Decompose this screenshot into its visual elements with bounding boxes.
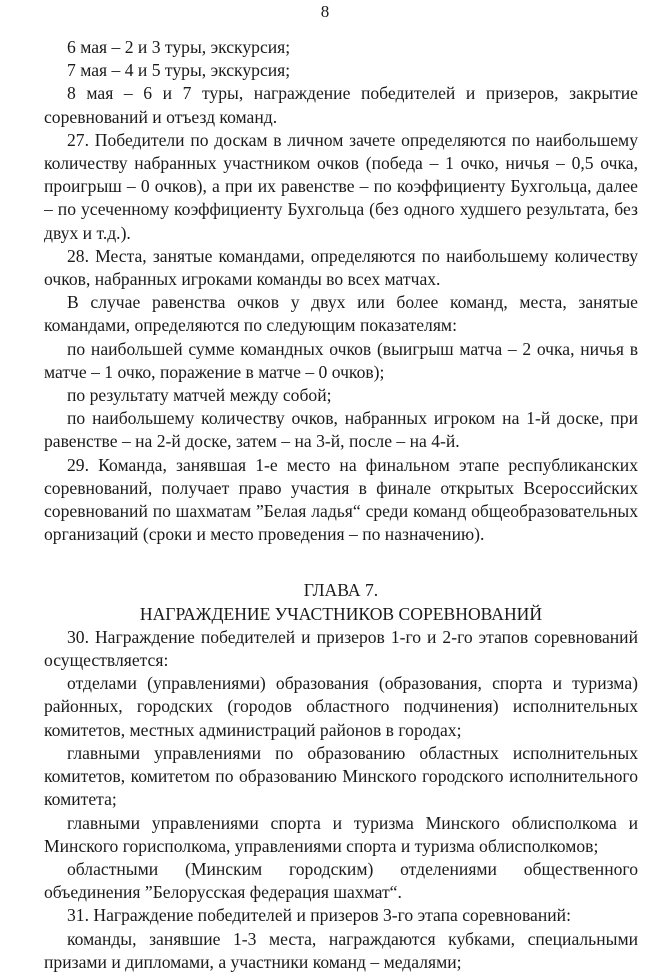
paragraph-tie-rules: В случае равенства очков у двух или более команд, места, занятые командами, определяются по следующим показателям: <box>44 292 638 336</box>
paragraph-board-points: по наибольшему количеству очков, набранных игроком на 1-й доске, при равенстве – на 2-й доске, затем – на 3-й, после – на 4-й. <box>44 408 638 452</box>
paragraph-31: 31. Награждение победителей и призеров 3-го этапа соревнований: <box>67 905 571 926</box>
paragraph-29: 29. Команда, занявшая 1-е место на финальном этапе республиканских соревнований, получает право участия в финале открытых Всероссийских соревнований по шахматам ”Белая ладья“ среди команд общеобразовательных организаций (сроки и место проведения – по назначению). <box>44 454 638 545</box>
paragraph-team-points: по наибольшей сумме командных очков (выигрыш матча – 2 очка, ничья в матче – 1 очко, поражение в матче – 0 очков); <box>44 338 638 382</box>
paragraph-sport-tourism: главными управлениями спорта и туризма Минского облисполкома и Минского горисполкома, управлениями спорта и туризма облисполкомов; <box>44 812 638 856</box>
paragraph-chess-federation: областными (Минским городским) отделениями общественного объединения ”Белорусская федерация шахмат“. <box>44 858 638 903</box>
paragraph-cups-medals: команды, занявшие 1-3 места, награждаются кубками, специальными призами и дипломами, а участники команд – медалями; <box>44 928 638 972</box>
document-body <box>44 36 638 974</box>
paragraph-district-departments: отделами (управлениями) образования (образования, спорта и туризма) районных, городских (городов областного подчинения) исполнительных комитетов, местных администраций районов в городах; <box>44 673 638 740</box>
paragraph-28: 28. Места, занятые командами, определяются по наибольшему количеству очков, набранных игроками команды во всех матчах. <box>44 245 638 290</box>
page-number: 8 <box>320 2 330 21</box>
paragraph-head-to-head: по результату матчей между собой; <box>67 385 332 406</box>
paragraph-27: 27. Победители по доскам в личном зачете определяются по наибольшему количеству набранных участником очков (победа – 1 очко, ничья – 0,5 очка, проигрыш – 0 очков), а при их равенстве – по коэффициенту Бухгольца, далее – по усеченному коэффициенту Бухгольца (без одного худшего результата, без двух и т.д.). <box>44 129 638 243</box>
chapter-number: ГЛАВА 7. <box>303 580 379 601</box>
paragraph-may-6: 6 мая – 2 и 3 туры, экскурсия; <box>67 37 291 57</box>
paragraph-regional-education: главными управлениями по образованию областных исполнительных комитетов, комитетом по образованию Минского городского исполнительного комитета; <box>44 742 638 810</box>
chapter-title: НАГРАЖДЕНИЕ УЧАСТНИКОВ СОРЕВНОВАНИЙ <box>139 603 543 624</box>
chapter-heading <box>44 579 638 625</box>
paragraph-may-8: 8 мая – 6 и 7 туры, награждение победителей и призеров, закрытие соревнований и отъезд команд. <box>44 83 638 127</box>
paragraph-may-7: 7 мая – 4 и 5 туры, экскурсия; <box>67 60 291 81</box>
paragraph-30: 30. Награждение победителей и призеров 1-го и 2-го этапов соревнований осуществляется: <box>44 626 638 671</box>
